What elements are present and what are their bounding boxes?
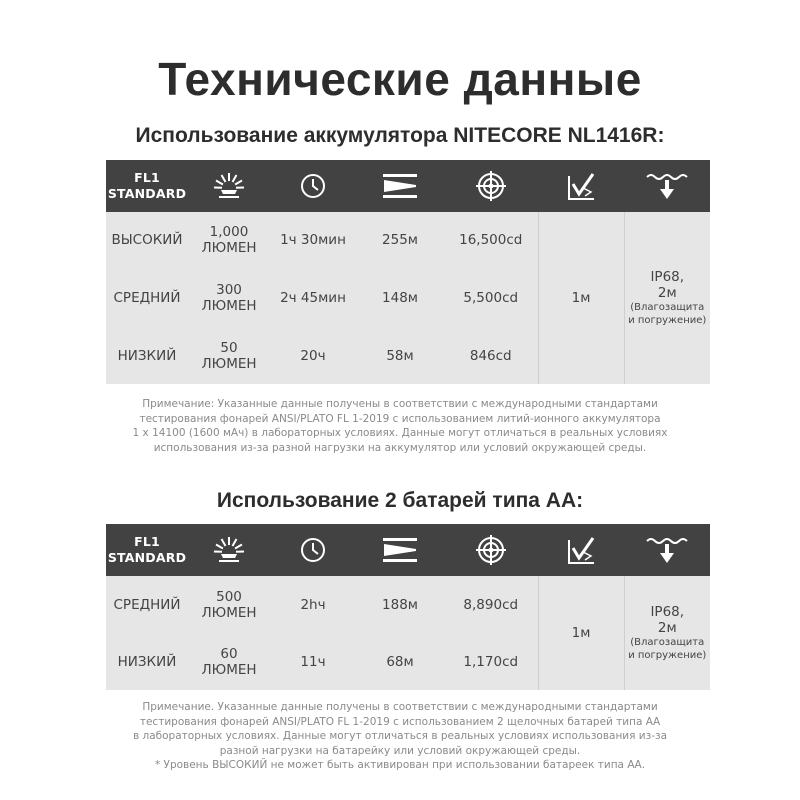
footnote-line: тестирования фонарей ANSI/PLATO FL 1-2019 с использованием литий-ионного аккумулятора bbox=[139, 412, 661, 425]
footnote-line: использования из-за разной нагрузки на аккумулятор или условий окружающей среды. bbox=[153, 441, 647, 454]
runtime-cell: 2ч 45мин bbox=[280, 290, 346, 306]
footnote-line: в лабораторных условиях. Данные могут отличаться в реальных условиях использования из-за bbox=[132, 730, 668, 742]
distance-cell: 148м bbox=[382, 290, 418, 306]
output-cell bbox=[188, 268, 270, 328]
ip-note-line1: (Влагозащита bbox=[630, 302, 705, 313]
waterproof-cell bbox=[624, 576, 710, 690]
waterproof-icon bbox=[645, 171, 689, 201]
lumens-value: 500 bbox=[216, 589, 242, 605]
header-mode-line2: STANDARD bbox=[107, 186, 187, 201]
header-runtime bbox=[270, 160, 356, 212]
lumens-unit: ЛЮМЕН bbox=[201, 298, 257, 314]
distance-cell: 58м bbox=[386, 348, 414, 364]
beam-distance-icon bbox=[380, 535, 420, 565]
lumens-unit: ЛЮМЕН bbox=[201, 240, 257, 256]
footnote-line: разной нагрузки на батарейку или условий окружающей среды. bbox=[219, 744, 581, 757]
mode-cell: НИЗКИЙ bbox=[117, 348, 177, 364]
mode-cell: СРЕДНИЙ bbox=[113, 597, 181, 613]
intensity-target-icon bbox=[475, 170, 507, 202]
header-mode-line1: FL1 bbox=[134, 534, 160, 549]
output-cell bbox=[188, 328, 270, 384]
intensity-cell: 16,500cd bbox=[459, 232, 523, 248]
ip-rating: IP68, bbox=[650, 269, 685, 285]
footnote-line: * Уровень ВЫСОКИЙ не может быть активирован при использовании батареек типа АА. bbox=[154, 759, 646, 771]
intensity-cell: 8,890cd bbox=[463, 597, 519, 613]
header-mode bbox=[106, 160, 188, 212]
distance-cell: 188м bbox=[382, 597, 418, 613]
footnote-line: 1 x 14100 (1600 мАч) в лабораторных условиях. Данные могут отличаться в реальных условиях bbox=[132, 427, 668, 439]
output-cell bbox=[188, 634, 270, 690]
runtime-cell: 20ч bbox=[300, 348, 326, 364]
output-cell bbox=[188, 576, 270, 634]
intensity-cell: 1,170cd bbox=[463, 654, 519, 670]
impact-resistance-icon bbox=[565, 534, 597, 566]
runtime-cell: 1ч 30мин bbox=[280, 232, 346, 248]
lumens-value: 50 bbox=[220, 340, 238, 356]
header-output bbox=[188, 524, 270, 576]
header-mode bbox=[106, 524, 188, 576]
footnote-aa bbox=[0, 700, 800, 773]
table-header-row bbox=[106, 160, 710, 212]
header-output bbox=[188, 160, 270, 212]
clock-icon bbox=[298, 171, 328, 201]
ip-rating: IP68, bbox=[650, 604, 685, 620]
mode-cell: ВЫСОКИЙ bbox=[111, 232, 183, 248]
header-intensity bbox=[444, 160, 538, 212]
impact-cell: 1м bbox=[538, 576, 624, 690]
clock-icon bbox=[298, 535, 328, 565]
runtime-cell: 2hч bbox=[300, 597, 326, 613]
section1-title: Использование аккумулятора NITECORE NL1416R: bbox=[135, 124, 665, 147]
header-mode-line2: STANDARD bbox=[107, 550, 187, 565]
mode-cell: СРЕДНИЙ bbox=[113, 290, 181, 306]
header-distance bbox=[356, 524, 444, 576]
mode-cell: НИЗКИЙ bbox=[117, 654, 177, 670]
table-row bbox=[106, 576, 710, 634]
distance-cell: 68м bbox=[386, 654, 414, 670]
table-row bbox=[106, 212, 710, 268]
spec-table-battery bbox=[106, 160, 710, 384]
ip-note-line1: (Влагозащита bbox=[630, 637, 705, 648]
waterproof-cell bbox=[624, 212, 710, 384]
header-impact bbox=[538, 160, 624, 212]
ip-depth: 2м bbox=[657, 285, 677, 301]
intensity-target-icon bbox=[475, 534, 507, 566]
intensity-cell: 5,500cd bbox=[463, 290, 519, 306]
intensity-cell: 846cd bbox=[469, 348, 512, 364]
lumens-unit: ЛЮМЕН bbox=[201, 605, 257, 621]
page-title: Технические данные bbox=[158, 53, 642, 105]
table-header-row bbox=[106, 524, 710, 576]
header-distance bbox=[356, 160, 444, 212]
lumens-unit: ЛЮМЕН bbox=[201, 662, 257, 678]
brightness-icon bbox=[209, 535, 249, 565]
ip-depth: 2м bbox=[657, 620, 677, 636]
footnote-line: Примечание. Указанные данные получены в соответствии с международными стандартами bbox=[142, 701, 658, 713]
ip-note-line2: и погружение) bbox=[628, 315, 707, 326]
header-waterproof bbox=[624, 524, 710, 576]
waterproof-icon bbox=[645, 535, 689, 565]
distance-cell: 255м bbox=[382, 232, 418, 248]
spec-table-aa bbox=[106, 524, 710, 690]
header-waterproof bbox=[624, 160, 710, 212]
output-cell bbox=[188, 212, 270, 268]
section2-title: Использование 2 батарей типа АА: bbox=[216, 489, 584, 512]
header-runtime bbox=[270, 524, 356, 576]
header-intensity bbox=[444, 524, 538, 576]
runtime-cell: 11ч bbox=[300, 654, 326, 670]
footnote-line: Примечание: Указанные данные получены в соответствии с международными стандартами bbox=[142, 398, 658, 410]
header-mode-line1: FL1 bbox=[134, 170, 160, 185]
footnote-battery bbox=[0, 397, 800, 455]
footnote-line: тестирования фонарей ANSI/PLATO FL 1-2019 с использованием 2 щелочных батарей типа АА bbox=[139, 715, 661, 728]
header-impact bbox=[538, 524, 624, 576]
lumens-value: 1,000 bbox=[209, 224, 249, 240]
lumens-value: 60 bbox=[220, 646, 238, 662]
lumens-unit: ЛЮМЕН bbox=[201, 356, 257, 372]
lumens-value: 300 bbox=[216, 282, 242, 298]
impact-cell: 1м bbox=[538, 212, 624, 384]
beam-distance-icon bbox=[380, 171, 420, 201]
impact-resistance-icon bbox=[565, 170, 597, 202]
brightness-icon bbox=[209, 171, 249, 201]
ip-note-line2: и погружение) bbox=[628, 650, 707, 661]
